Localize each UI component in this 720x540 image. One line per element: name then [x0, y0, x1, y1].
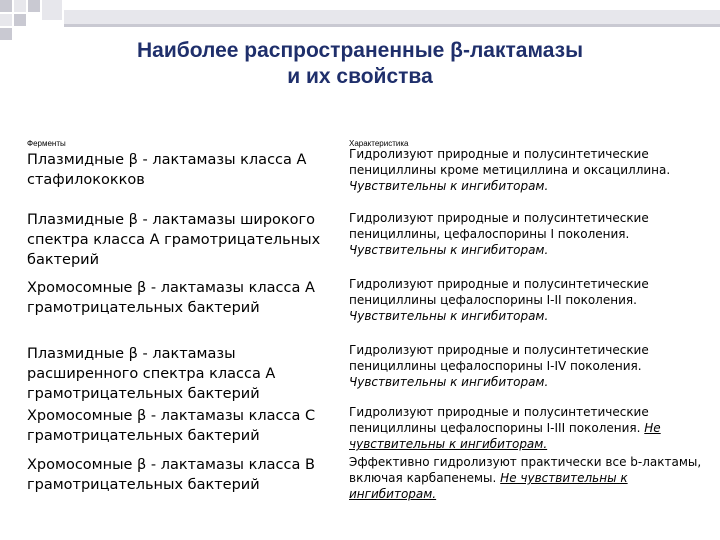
characteristic-cell — [349, 146, 709, 194]
enzyme-cell: Плазмидные β - лактамазы класса А стафилококков — [27, 152, 307, 188]
characteristic-cell — [349, 342, 709, 390]
characteristic-cell — [349, 454, 709, 502]
deco-square — [14, 0, 26, 12]
characteristic-text: Гидролизуют природные и полусинтетические пенициллины цефалоспорины I-II поколения. — [349, 277, 649, 307]
characteristic-cell — [349, 404, 709, 452]
page-title — [0, 38, 720, 90]
enzyme-cell: Хромосомные β - лактамазы класса В грамотрицательных бактерий — [27, 457, 315, 493]
deco-square — [42, 0, 62, 20]
characteristic-emphasis: Чувствительны к ингибиторам. — [349, 375, 549, 389]
title-line-1: Наиболее распространенные β-лактамазы — [136, 39, 584, 62]
column-header-characteristics: Характеристика — [349, 139, 409, 148]
column-header-enzymes: Ферменты — [27, 139, 66, 148]
enzyme-cell: Плазмидные β - лактамазы расширенного спектра класса А грамотрицательных бактерий — [27, 346, 276, 402]
enzyme-cell: Плазмидные β - лактамазы широкого спектра класса А грамотрицательных бактерий — [27, 212, 321, 268]
deco-square — [28, 0, 40, 12]
decorative-header-strip — [0, 0, 720, 40]
characteristic-cell — [349, 276, 709, 324]
characteristic-emphasis: Чувствительны к ингибиторам. — [349, 179, 549, 193]
characteristic-emphasis-underlined: Не чувствительны к ингибиторам. — [349, 421, 661, 451]
characteristic-text: Гидролизуют природные и полусинтетические пенициллины, цефалоспорины I поколения. — [349, 211, 649, 241]
deco-square — [0, 0, 12, 12]
enzyme-cell: Хромосомные β - лактамазы класса С грамотрицательных бактерий — [27, 408, 316, 444]
characteristic-text: Гидролизуют природные и полусинтетические пенициллины цефалоспорины I-IV поколения. — [349, 343, 649, 373]
deco-square — [14, 14, 26, 26]
enzyme-cell: Хромосомные β - лактамазы класса А грамотрицательных бактерий — [27, 280, 315, 316]
characteristic-text: Гидролизуют природные и полусинтетические пенициллины цефалоспорины I-III поколения. — [349, 405, 649, 435]
characteristic-text: Гидролизуют природные и полусинтетические пенициллины кроме метициллина и оксациллина. — [349, 147, 671, 177]
title-line-2: и их свойства — [287, 65, 433, 88]
deco-square — [0, 14, 12, 26]
characteristic-emphasis-underlined: Не чувствительны к ингибиторам. — [349, 471, 628, 501]
characteristic-emphasis: Чувствительны к ингибиторам. — [349, 309, 549, 323]
characteristic-emphasis: Чувствительны к ингибиторам. — [349, 243, 549, 257]
characteristic-cell — [349, 210, 709, 258]
deco-bar — [64, 10, 720, 24]
deco-bar — [64, 24, 720, 27]
characteristic-text: Эффективно гидролизуют практически все b-лактамы, включая карбапенемы. — [349, 455, 702, 485]
